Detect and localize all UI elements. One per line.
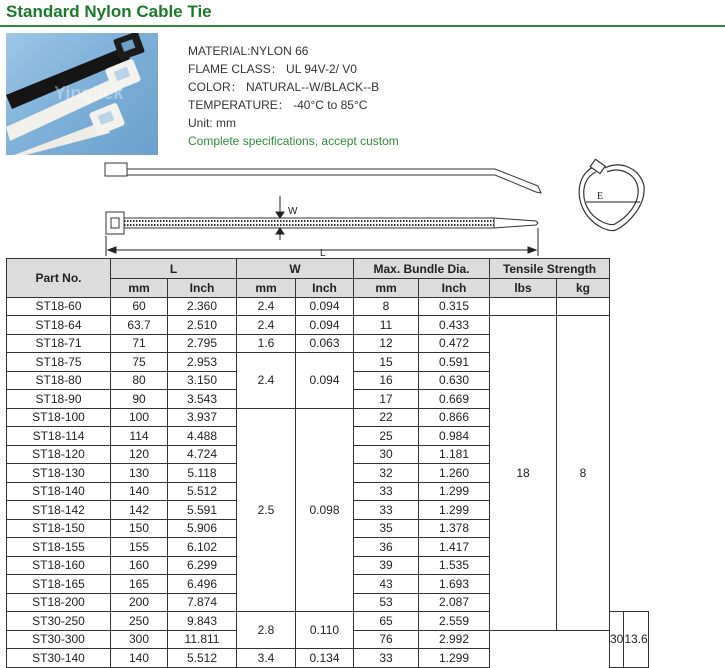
spec-temperature: TEMPERATURE： -40°C to 85°C [188, 98, 368, 112]
table-row: ST18-130 130 5.118 32 1.260 [7, 464, 649, 483]
width-inch-merged: 0.094 [296, 353, 354, 409]
width-mm-merged: 2.8 [237, 612, 296, 649]
top-view-drawing [106, 212, 538, 234]
table-row: ST18-140 140 5.512 33 1.299 [7, 482, 649, 501]
col-header-part-no: Part No. [7, 259, 111, 298]
spec-color: COLOR： NATURAL--W/BLACK--B [188, 80, 380, 94]
tensile-lbs-cell: 30 [610, 612, 624, 668]
col-header-tensile: Tensile Strength [490, 259, 610, 279]
watermark-text: Yingbek [54, 83, 124, 103]
subheader-lbs: lbs [490, 279, 557, 298]
table-row: ST30-140 140 5.512 3.4 0.134 33 1.299 [7, 649, 649, 668]
table-row: ST30-250 250 9.843 2.8 0.110 65 2.559 30 13.6 [7, 612, 649, 631]
product-photo [6, 33, 158, 155]
cable-tie-diagram [100, 158, 700, 258]
spec-material: MATERIAL:NYLON 66 [188, 44, 309, 58]
title-divider [0, 25, 725, 27]
subheader-b-inch: Inch [419, 279, 490, 298]
spec-flame-class: FLAME CLASS： UL 94V-2/ V0 [188, 62, 357, 76]
cable-tie-photo-illustration [6, 33, 158, 155]
tensile-lbs-cell: 18 [490, 316, 557, 631]
page-title: Standard Nylon Cable Tie [6, 2, 212, 21]
table-row: ST18-100 100 3.937 2.5 0.098 22 0.866 [7, 408, 649, 427]
table-row: ST18-60 60 2.360 2.4 0.094 8 0.315 [7, 297, 649, 316]
table-row: ST18-150 150 5.906 35 1.378 [7, 519, 649, 538]
col-header-length: L [111, 259, 237, 279]
table-row: ST18-114 114 4.488 25 0.984 [7, 427, 649, 446]
table-row: ST18-142 142 5.591 33 1.299 [7, 501, 649, 520]
spec-table [6, 258, 649, 668]
width-mm-merged: 2.4 [237, 353, 296, 409]
width-inch-merged: 0.110 [296, 612, 354, 649]
col-header-width: W [237, 259, 354, 279]
table-row: ST18-200 200 7.874 53 2.087 [7, 593, 649, 612]
tensile-empty [557, 297, 610, 316]
width-inch-merged: 0.098 [296, 408, 354, 612]
subheader-w-inch: Inch [296, 279, 354, 298]
tensile-empty [490, 297, 557, 316]
width-mm-merged: 2.5 [237, 408, 296, 612]
subheader-l-inch: Inch [168, 279, 237, 298]
table-row: ST18-71 71 2.795 1.6 0.063 12 0.472 [7, 334, 649, 353]
subheader-kg: kg [557, 279, 610, 298]
subheader-b-mm: mm [354, 279, 419, 298]
width-label: W [288, 206, 298, 217]
table-row: ST18-160 160 6.299 39 1.535 [7, 556, 649, 575]
subheader-w-mm: mm [237, 279, 296, 298]
col-header-bundle-dia: Max. Bundle Dia. [354, 259, 490, 279]
table-row: ST18-120 120 4.724 30 1.181 [7, 445, 649, 464]
table-row: ST18-80 80 3.150 16 0.630 [7, 371, 649, 390]
table-row: ST18-90 90 3.543 17 0.669 [7, 390, 649, 409]
table-row: ST18-64 63.7 2.510 2.4 0.094 11 0.433 18 8 [7, 316, 649, 335]
table-row: ST18-165 165 6.496 43 1.693 [7, 575, 649, 594]
spec-unit: Unit: mm [188, 116, 236, 130]
side-view-drawing [105, 163, 541, 193]
table-row: ST18-75 75 2.953 2.4 0.094 15 0.591 [7, 353, 649, 372]
table-row: ST30-300 300 11.811 76 2.992 [7, 630, 649, 649]
length-label: L [320, 248, 326, 258]
specs-note: Complete specifications, accept custom [188, 134, 399, 148]
loop-view-drawing [579, 159, 644, 230]
table-row: ST18-155 155 6.102 36 1.417 [7, 538, 649, 557]
subheader-l-mm: mm [111, 279, 168, 298]
tensile-kg-cell: 13.6 [624, 612, 648, 668]
specifications-block [188, 42, 399, 150]
loop-e-label: E [597, 191, 604, 202]
tensile-kg-cell: 8 [557, 316, 610, 631]
